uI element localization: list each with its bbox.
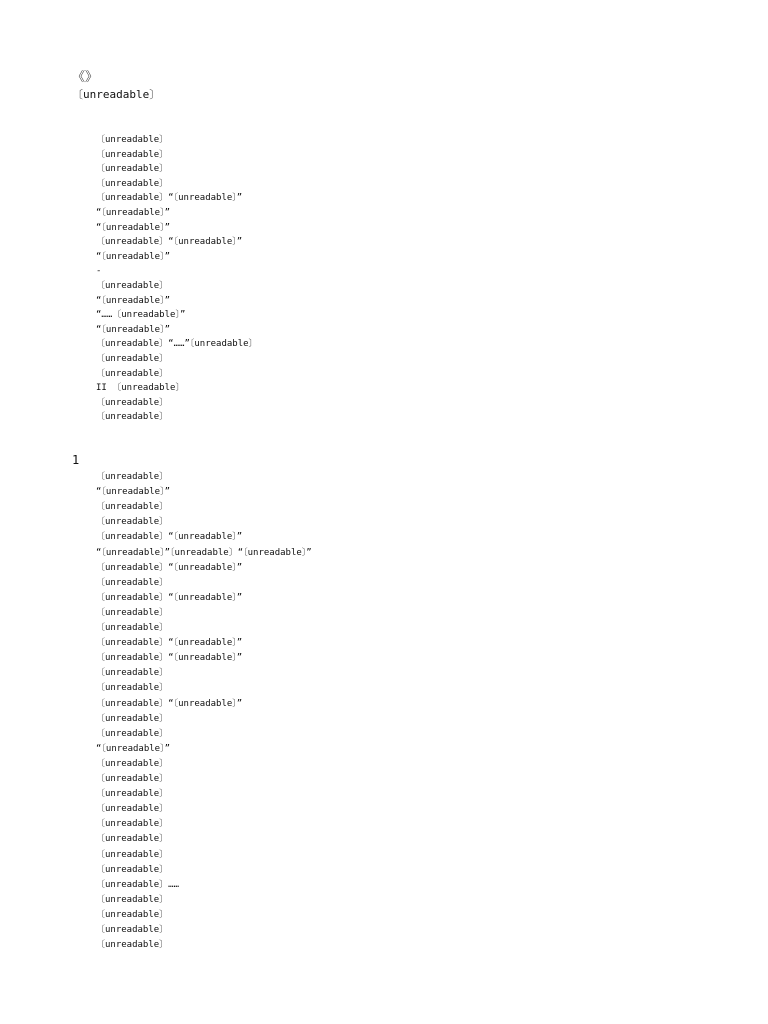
text-line: 〔unreadable〕“……”〔unreadable〕 — [96, 339, 258, 350]
text-line: 〔unreadable〕“〔unreadable〕” — [96, 653, 243, 664]
text-line: “〔unreadable〕”〔unreadable〕“〔unreadable〕” — [96, 547, 312, 558]
text-line: 〔unreadable〕 — [96, 368, 169, 379]
text-line: 〔unreadable〕 — [96, 149, 169, 160]
text-line: 〔unreadable〕 — [96, 683, 169, 694]
text-line: 〔unreadable〕 — [96, 909, 169, 920]
text-line: 〔unreadable〕“〔unreadable〕” — [96, 193, 243, 204]
text-line: 〔unreadable〕 — [96, 472, 169, 482]
text-line: “〔unreadable〕” — [96, 295, 171, 306]
text-line: 〔unreadable〕 — [96, 577, 169, 588]
text-line: “〔unreadable〕” — [96, 324, 171, 335]
text-line: 〔unreadable〕 — [96, 774, 169, 784]
text-line: “〔unreadable〕” — [96, 487, 171, 498]
text-line: - — [96, 266, 102, 277]
text-line: “〔unreadable〕” — [96, 251, 171, 262]
text-line: 〔unreadable〕“〔unreadable〕” — [96, 592, 243, 603]
text-line: 〔unreadable〕 — [96, 894, 169, 905]
text-line: 〔unreadable〕 — [96, 864, 169, 875]
text-line: 〔unreadable〕 — [96, 819, 169, 830]
text-line: 〔unreadable〕 — [96, 834, 169, 845]
text-line: “〔unreadable〕” — [96, 743, 171, 754]
text-line: 〔unreadable〕 — [96, 502, 169, 513]
text-line: “……〔unreadable〕” — [96, 310, 186, 321]
text-line: 〔unreadable〕 — [96, 354, 169, 364]
text-line: 〔unreadable〕 — [96, 178, 169, 189]
text-line: 〔unreadable〕 — [96, 713, 169, 724]
text-line: 〔unreadable〕 — [96, 164, 169, 175]
text-line: 〔unreadable〕 — [96, 668, 169, 679]
text-line: 〔unreadable〕 — [96, 412, 169, 423]
text-line: 〔unreadable〕“〔unreadable〕” — [96, 532, 243, 543]
text-line: 〔unreadable〕…… — [96, 879, 180, 890]
text-line: 〔unreadable〕 — [96, 623, 169, 633]
text-line: “〔unreadable〕” — [96, 208, 171, 218]
text-line: 〔unreadable〕 — [96, 607, 169, 618]
text-line: II 〔unreadable〕 — [96, 383, 185, 394]
text-line: 〔unreadable〕 — [96, 789, 169, 800]
text-line: 〔unreadable〕 — [96, 135, 169, 145]
text-line: 〔unreadable〕 — [96, 397, 169, 408]
document-subtitle: 〔unreadable〕 — [72, 88, 161, 101]
section-heading: 1 — [72, 453, 80, 467]
text-line: 〔unreadable〕 — [96, 804, 169, 815]
text-line: “〔unreadable〕” — [96, 222, 171, 233]
text-line: 〔unreadable〕 — [96, 849, 169, 860]
text-line: 〔unreadable〕“〔unreadable〕” — [96, 698, 243, 709]
text-line: 〔unreadable〕 — [96, 940, 169, 951]
document-title: 《》 — [72, 70, 99, 85]
text-line: 〔unreadable〕 — [96, 517, 169, 528]
text-line: 〔unreadable〕“〔unreadable〕” — [96, 562, 243, 573]
text-line: 〔unreadable〕 — [96, 925, 169, 935]
text-line: 〔unreadable〕 — [96, 728, 169, 739]
text-line: 〔unreadable〕 — [96, 281, 169, 291]
text-line: 〔unreadable〕“〔unreadable〕” — [96, 638, 243, 649]
text-line: 〔unreadable〕“〔unreadable〕” — [96, 237, 243, 248]
text-line: 〔unreadable〕 — [96, 758, 169, 769]
